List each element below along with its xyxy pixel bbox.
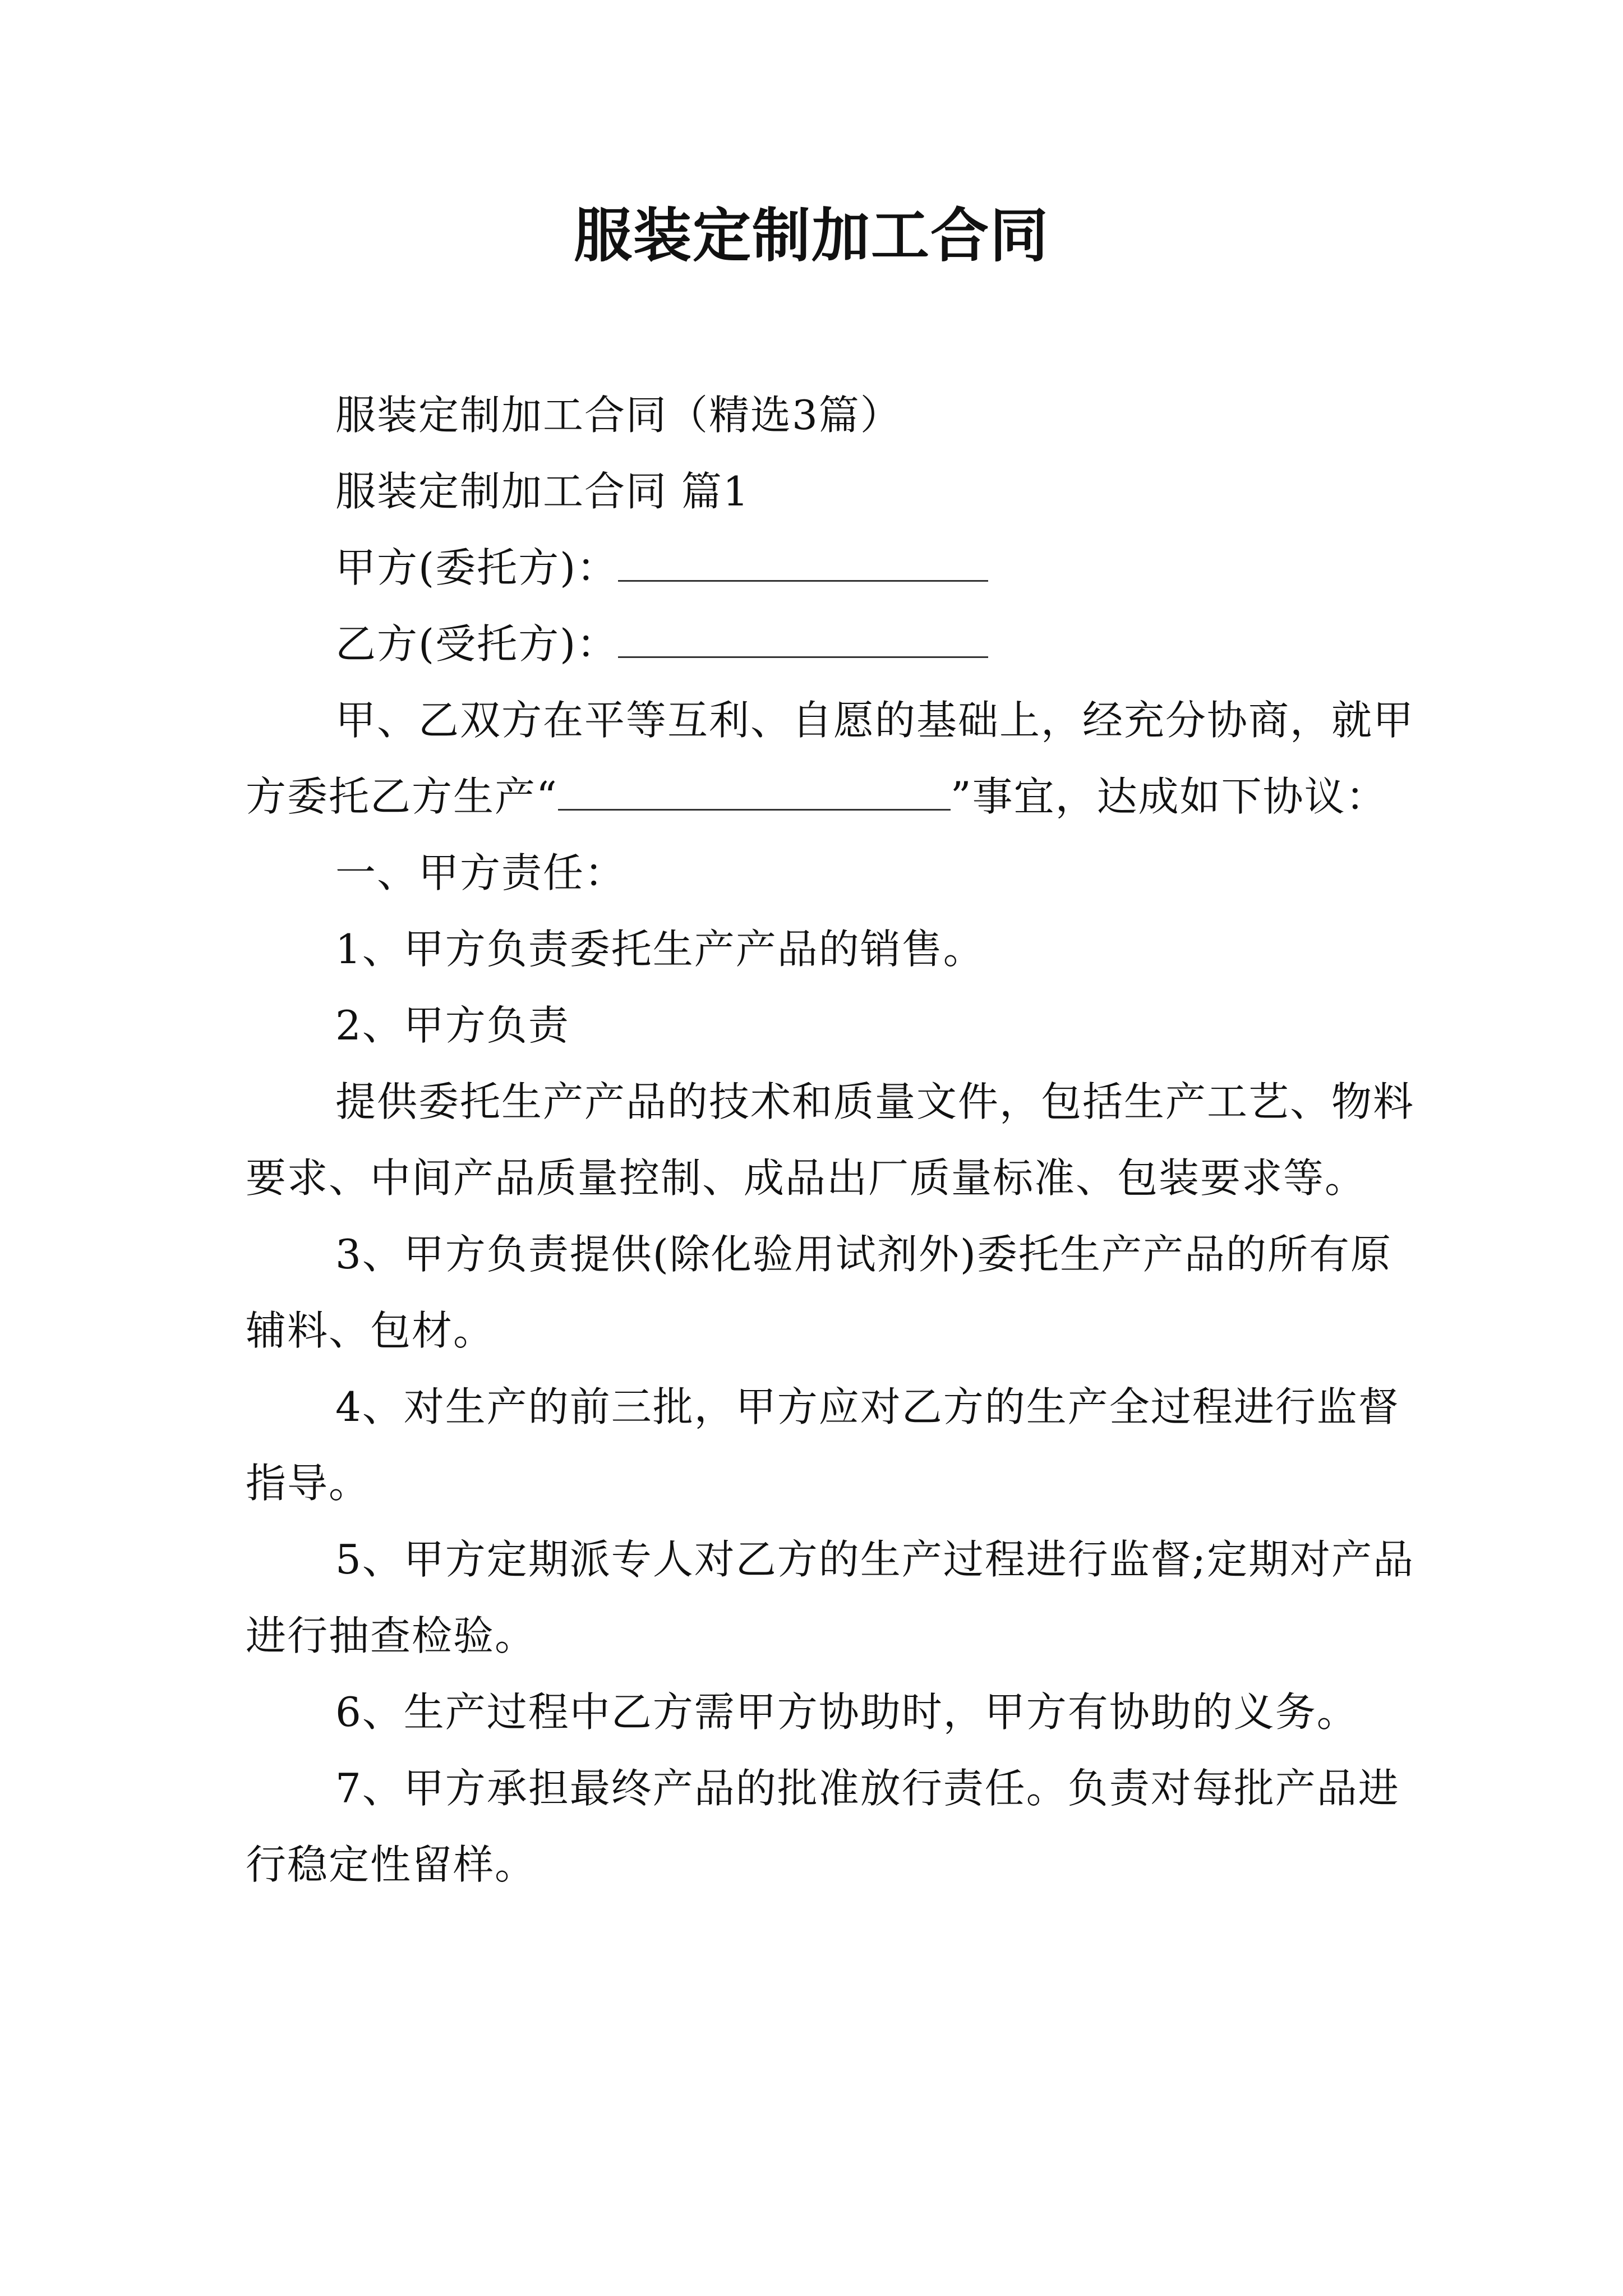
document-body: [246, 377, 1423, 1903]
party-b-blank: [618, 623, 988, 658]
section-heading: 服装定制加工合同 篇1: [335, 468, 750, 515]
clause-item-3: 3、甲方负责提供(除化验用试剂外)委托生产产品的所有原辅料、包材。: [246, 1231, 1392, 1354]
clause-item-2: 2、甲方负责: [335, 1002, 570, 1049]
clause-item-2-detail: 提供委托生产产品的技术和质量文件，包括生产工艺、物料要求、中间产品质量控制、成品出厂质量标准、包装要求等。: [246, 1078, 1415, 1202]
subtitle-line: 服装定制加工合同（精选3篇）: [335, 392, 902, 439]
clause-item-1: 1、甲方负责委托生产产品的销售。: [335, 926, 985, 973]
party-a-blank: [618, 546, 988, 582]
document-title: 服装定制加工合同: [573, 201, 1049, 270]
intro-text-start: 甲、乙双方在平等互利、自愿的基础上，经充分协商，就甲方委托乙方生产“: [246, 697, 1415, 820]
party-a-line: [246, 530, 1423, 606]
product-name-blank: [558, 775, 951, 811]
clause-heading: 一、甲方责任：: [335, 849, 626, 896]
clause-item-7: 7、甲方承担最终产品的批准放行责任。负责对每批产品进行稳定性留样。: [246, 1765, 1400, 1888]
clause-item-5: 5、甲方定期派专人对乙方的生产过程进行监督;定期对产品进行抽查检验。: [246, 1536, 1415, 1659]
intro-text-end: ”事宜，达成如下协议：: [950, 773, 1387, 820]
party-a-label: 甲方(委托方)：: [335, 544, 619, 591]
party-b-line: [246, 606, 1423, 682]
clause-item-6: 6、生产过程中乙方需甲方协助时，甲方有协助的义务。: [335, 1688, 1358, 1736]
intro-paragraph: [246, 682, 1423, 835]
clause-item-4: 4、对生产的前三批，甲方应对乙方的生产全过程进行监督指导。: [246, 1383, 1400, 1507]
party-b-label: 乙方(受托方)：: [335, 620, 619, 668]
